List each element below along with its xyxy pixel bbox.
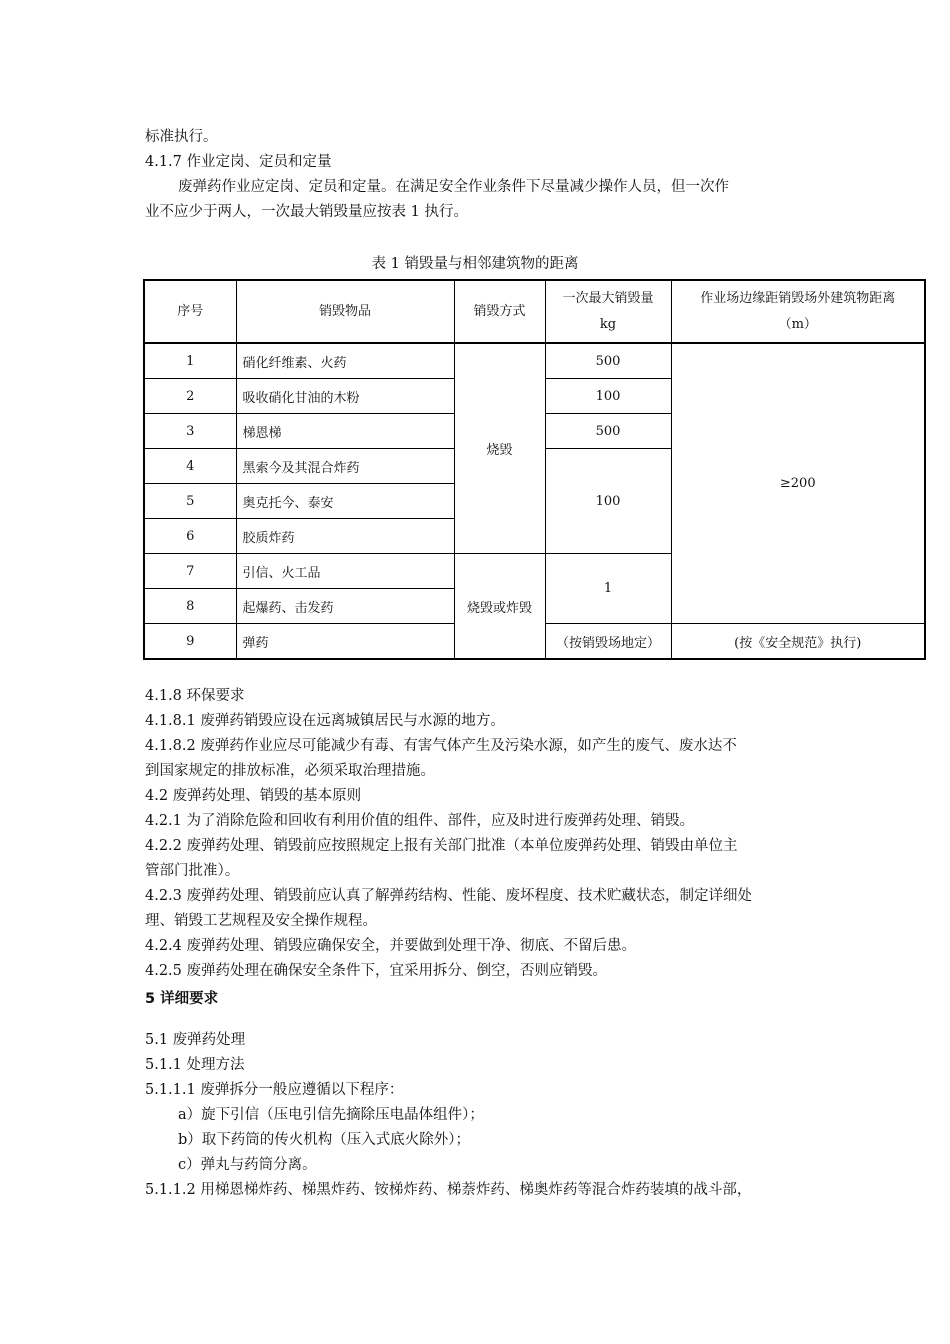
qty-cell: 100 bbox=[545, 379, 671, 414]
section-heading: 4.1.7 作业定岗、定员和定量 bbox=[145, 154, 332, 170]
text-line: 4.2.3 废弹药处理、销毁前应认真了解弹药结构、性能、废坏程度、技术贮藏状态，制定详细处 bbox=[145, 888, 752, 904]
section-heading: 5.1.1 处理方法 bbox=[145, 1057, 245, 1073]
row-item: 硝化纤维素、火药 bbox=[236, 343, 454, 379]
method-burn: 烧毁 bbox=[454, 343, 545, 554]
row-no: 9 bbox=[144, 624, 236, 660]
row-item: 引信、火工品 bbox=[236, 554, 454, 589]
header-distance-unit: （m） bbox=[778, 316, 817, 332]
text-line: 标准执行。 bbox=[145, 129, 218, 145]
row-item: 起爆药、击发药 bbox=[236, 589, 454, 624]
section-heading: 5.1 废弹药处理 bbox=[145, 1032, 246, 1048]
method-burn-or-blast: 烧毁或炸毁 bbox=[454, 554, 545, 660]
text-line: 4.2.1 为了消除危险和回收有利用价值的组件、部件，应及时进行废弹药处理、销毁。 bbox=[145, 813, 695, 829]
text-line: 业不应少于两人，一次最大销毁量应按表 1 执行。 bbox=[145, 204, 468, 220]
row-no: 4 bbox=[144, 449, 236, 484]
row-no: 5 bbox=[144, 484, 236, 519]
header-distance-line1: 作业场边缘距销毁场外建筑物距离 bbox=[700, 290, 896, 306]
qty-cell: 500 bbox=[545, 414, 671, 449]
text-line: 4.2.2 废弹药处理、销毁前应按照规定上报有关部门批准（本单位废弹药处理、销毁由单位主 bbox=[145, 838, 738, 854]
table-row bbox=[144, 343, 925, 379]
list-item: c）弹丸与药筒分离。 bbox=[178, 1157, 317, 1173]
distance-cell: (按《安全规范》执行) bbox=[671, 624, 925, 660]
text-line: 5.1.1.2 用梯恩梯炸药、梯黑炸药、铵梯炸药、梯萘炸药、梯奥炸药等混合炸药装填的战斗部， bbox=[145, 1182, 752, 1198]
qty-cell: 100 bbox=[545, 449, 671, 554]
row-no: 2 bbox=[144, 379, 236, 414]
chapter-heading: 5 详细要求 bbox=[145, 991, 219, 1007]
section-heading: 4.2 废弹药处理、销毁的基本原则 bbox=[145, 788, 362, 804]
header-max-qty-unit: kg bbox=[599, 316, 617, 332]
list-item: a）旋下引信（压电引信先摘除压电晶体组件）； bbox=[178, 1107, 484, 1123]
row-item: 吸收硝化甘油的木粉 bbox=[236, 379, 454, 414]
text-line: 到国家规定的排放标准，必须采取治理措施。 bbox=[145, 763, 435, 779]
text-line: 5.1.1.1 废弹拆分一般应遵循以下程序： bbox=[145, 1082, 404, 1098]
header-max-qty bbox=[545, 280, 671, 343]
row-no: 7 bbox=[144, 554, 236, 589]
row-no: 3 bbox=[144, 414, 236, 449]
row-item: 胶质炸药 bbox=[236, 519, 454, 554]
qty-cell: （按销毁场地定） bbox=[545, 624, 671, 660]
qty-cell: 1 bbox=[545, 554, 671, 624]
row-no: 8 bbox=[144, 589, 236, 624]
header-distance bbox=[671, 280, 925, 343]
section-heading: 4.1.8 环保要求 bbox=[145, 688, 245, 704]
header-item: 销毁物品 bbox=[236, 280, 454, 343]
text-line: 4.1.8.2 废弹药作业应尽可能减少有毒、有害气体产生及污染水源，如产生的废气、废水达不 bbox=[145, 738, 737, 754]
text-line: 4.1.8.1 废弹药销毁应设在远离城镇居民与水源的地方。 bbox=[145, 713, 505, 729]
row-no: 1 bbox=[144, 343, 236, 379]
header-no: 序号 bbox=[144, 280, 236, 343]
row-item: 黑索今及其混合炸药 bbox=[236, 449, 454, 484]
qty-cell: 500 bbox=[545, 343, 671, 379]
row-no: 6 bbox=[144, 519, 236, 554]
destruction-table bbox=[143, 279, 926, 660]
header-method: 销毁方式 bbox=[454, 280, 545, 343]
row-item: 梯恩梯 bbox=[236, 414, 454, 449]
text-line: 管部门批准）。 bbox=[145, 863, 240, 879]
header-max-qty-line1: 一次最大销毁量 bbox=[562, 290, 654, 306]
table-title: 表 1 销毁量与相邻建筑物的距离 bbox=[371, 256, 579, 272]
text-line: 废弹药作业应定岗、定员和定量。在满足安全作业条件下尽量减少操作人员，但一次作 bbox=[178, 179, 729, 195]
text-line: 4.2.4 废弹药处理、销毁应确保安全，并要做到处理干净、彻底、不留后患。 bbox=[145, 938, 637, 954]
list-item: b）取下药筒的传火机构（压入式底火除外）； bbox=[178, 1132, 471, 1148]
row-item: 弹药 bbox=[236, 624, 454, 660]
distance-cell: ≥200 bbox=[671, 343, 925, 624]
table-header-row bbox=[144, 280, 925, 343]
row-item: 奥克托今、泰安 bbox=[236, 484, 454, 519]
text-line: 4.2.5 废弹药处理在确保安全条件下，宜采用拆分、倒空，否则应销毁。 bbox=[145, 963, 608, 979]
text-line: 理、销毁工艺规程及安全操作规程。 bbox=[145, 913, 377, 929]
